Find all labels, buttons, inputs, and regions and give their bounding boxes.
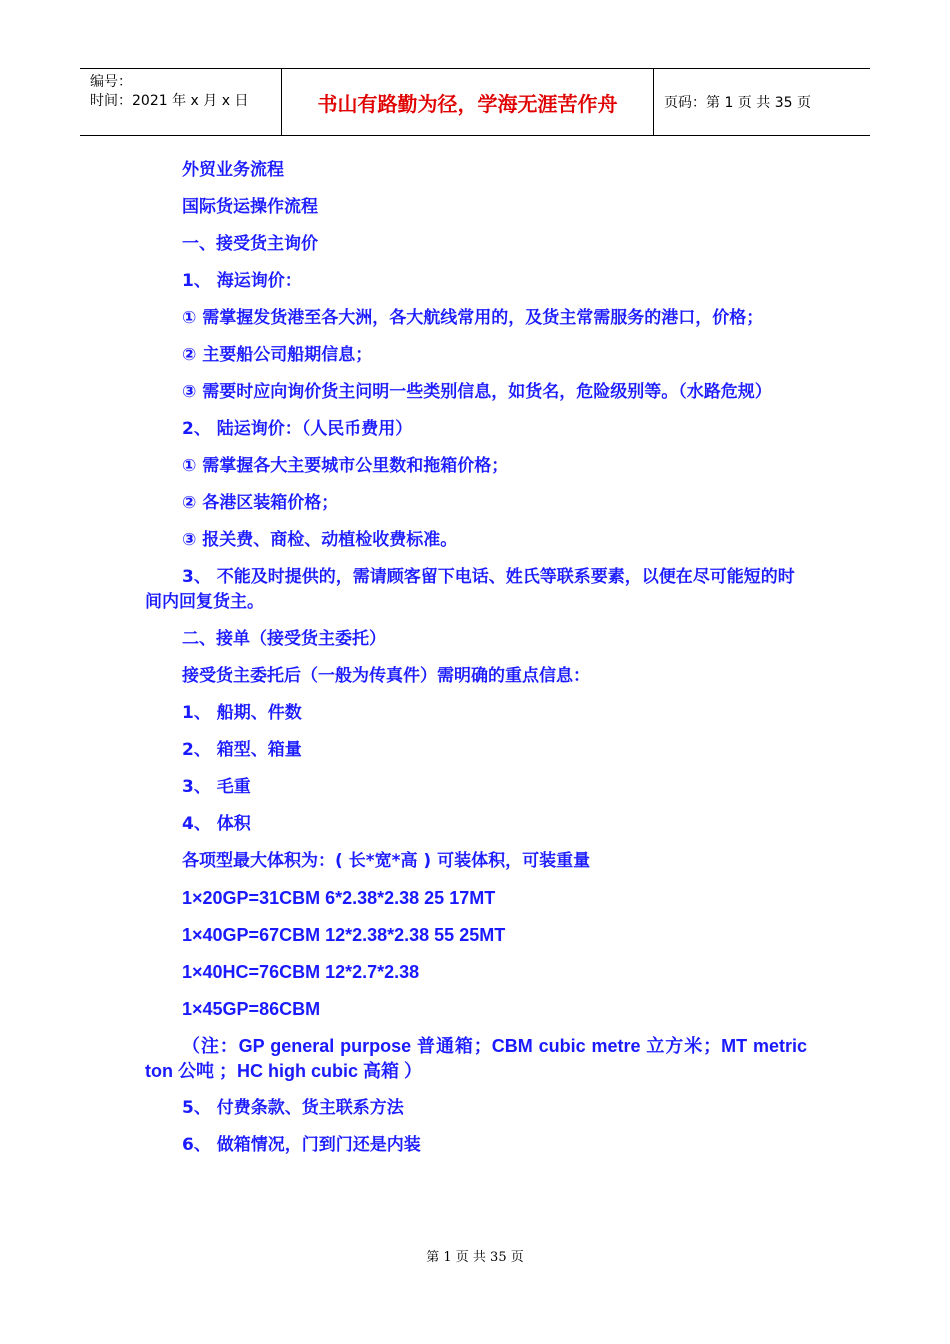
paragraph: 接受货主委托后（一般为传真件）需明确的重点信息： xyxy=(182,666,590,686)
list-item: 3、 不能及时提供的，需请顾客留下电话、姓氏等联系要素，以便在尽可能短的时间内回复货主。 xyxy=(145,567,795,612)
container-spec: 1×40GP=67CBM 12*2.38*2.38 55 25MT xyxy=(182,925,506,945)
header-table xyxy=(80,68,870,136)
time-label: 时间：2021 年 x 月 x 日 xyxy=(90,93,249,109)
list-item: 6、 做箱情况，门到门还是内装 xyxy=(182,1135,421,1155)
list-item: ① 需掌握发货港至各大洲，各大航线常用的，及货主常需服务的港口，价格； xyxy=(182,308,764,328)
container-spec: 1×40HC=76CBM 12*2.7*2.38 xyxy=(182,962,420,982)
doc-title: 外贸业务流程 xyxy=(182,160,284,180)
list-item: 4、 体积 xyxy=(182,814,251,834)
list-item: 3、 毛重 xyxy=(182,777,251,797)
section-heading: 一、接受货主询价 xyxy=(182,234,318,254)
page-info: 页码：第 1 页 共 35 页 xyxy=(664,95,811,111)
list-item: 5、 付费条款、货主联系方法 xyxy=(182,1098,404,1118)
number-label: 编号： xyxy=(90,74,132,90)
section-title: 国际货运操作流程 xyxy=(182,197,318,217)
list-item: ② 主要船公司船期信息； xyxy=(182,345,373,365)
container-spec: 1×45GP=86CBM xyxy=(182,999,321,1019)
list-item: ② 各港区装箱价格； xyxy=(182,493,339,513)
motto: 书山有路勤为径，学海无涯苦作舟 xyxy=(281,69,654,135)
list-item: ① 需掌握各大主要城市公里数和拖箱价格； xyxy=(182,456,509,476)
section-heading: 二、接单（接受货主委托） xyxy=(182,629,386,649)
list-item: 1、 船期、件数 xyxy=(182,703,302,723)
container-spec: 1×20GP=31CBM 6*2.38*2.38 25 17MT xyxy=(182,888,496,908)
list-item: ③ 报关费、商检、动植检收费标准。 xyxy=(182,530,458,550)
list-item: 2、 陆运询价：（人民币费用） xyxy=(182,419,413,439)
note: （注：GP general purpose 普通箱；CBM cubic metre 立方米；MT metric ton 公吨 ；HC high cubic 高箱 ） xyxy=(145,1036,807,1081)
document-body xyxy=(145,158,807,1170)
list-item: ③ 需要时应向询价货主问明一些类别信息，如货名，危险级别等。（水路危规） xyxy=(182,382,772,402)
list-item: 2、 箱型、箱量 xyxy=(182,740,302,760)
header-meta xyxy=(80,69,281,135)
list-item: 1、 海运询价： xyxy=(182,271,302,291)
paragraph: 各项型最大体积为：( 长*宽*高 ) 可装体积，可装重量 xyxy=(182,851,591,871)
page-footer: 第 1 页 共 35 页 xyxy=(426,1250,524,1265)
